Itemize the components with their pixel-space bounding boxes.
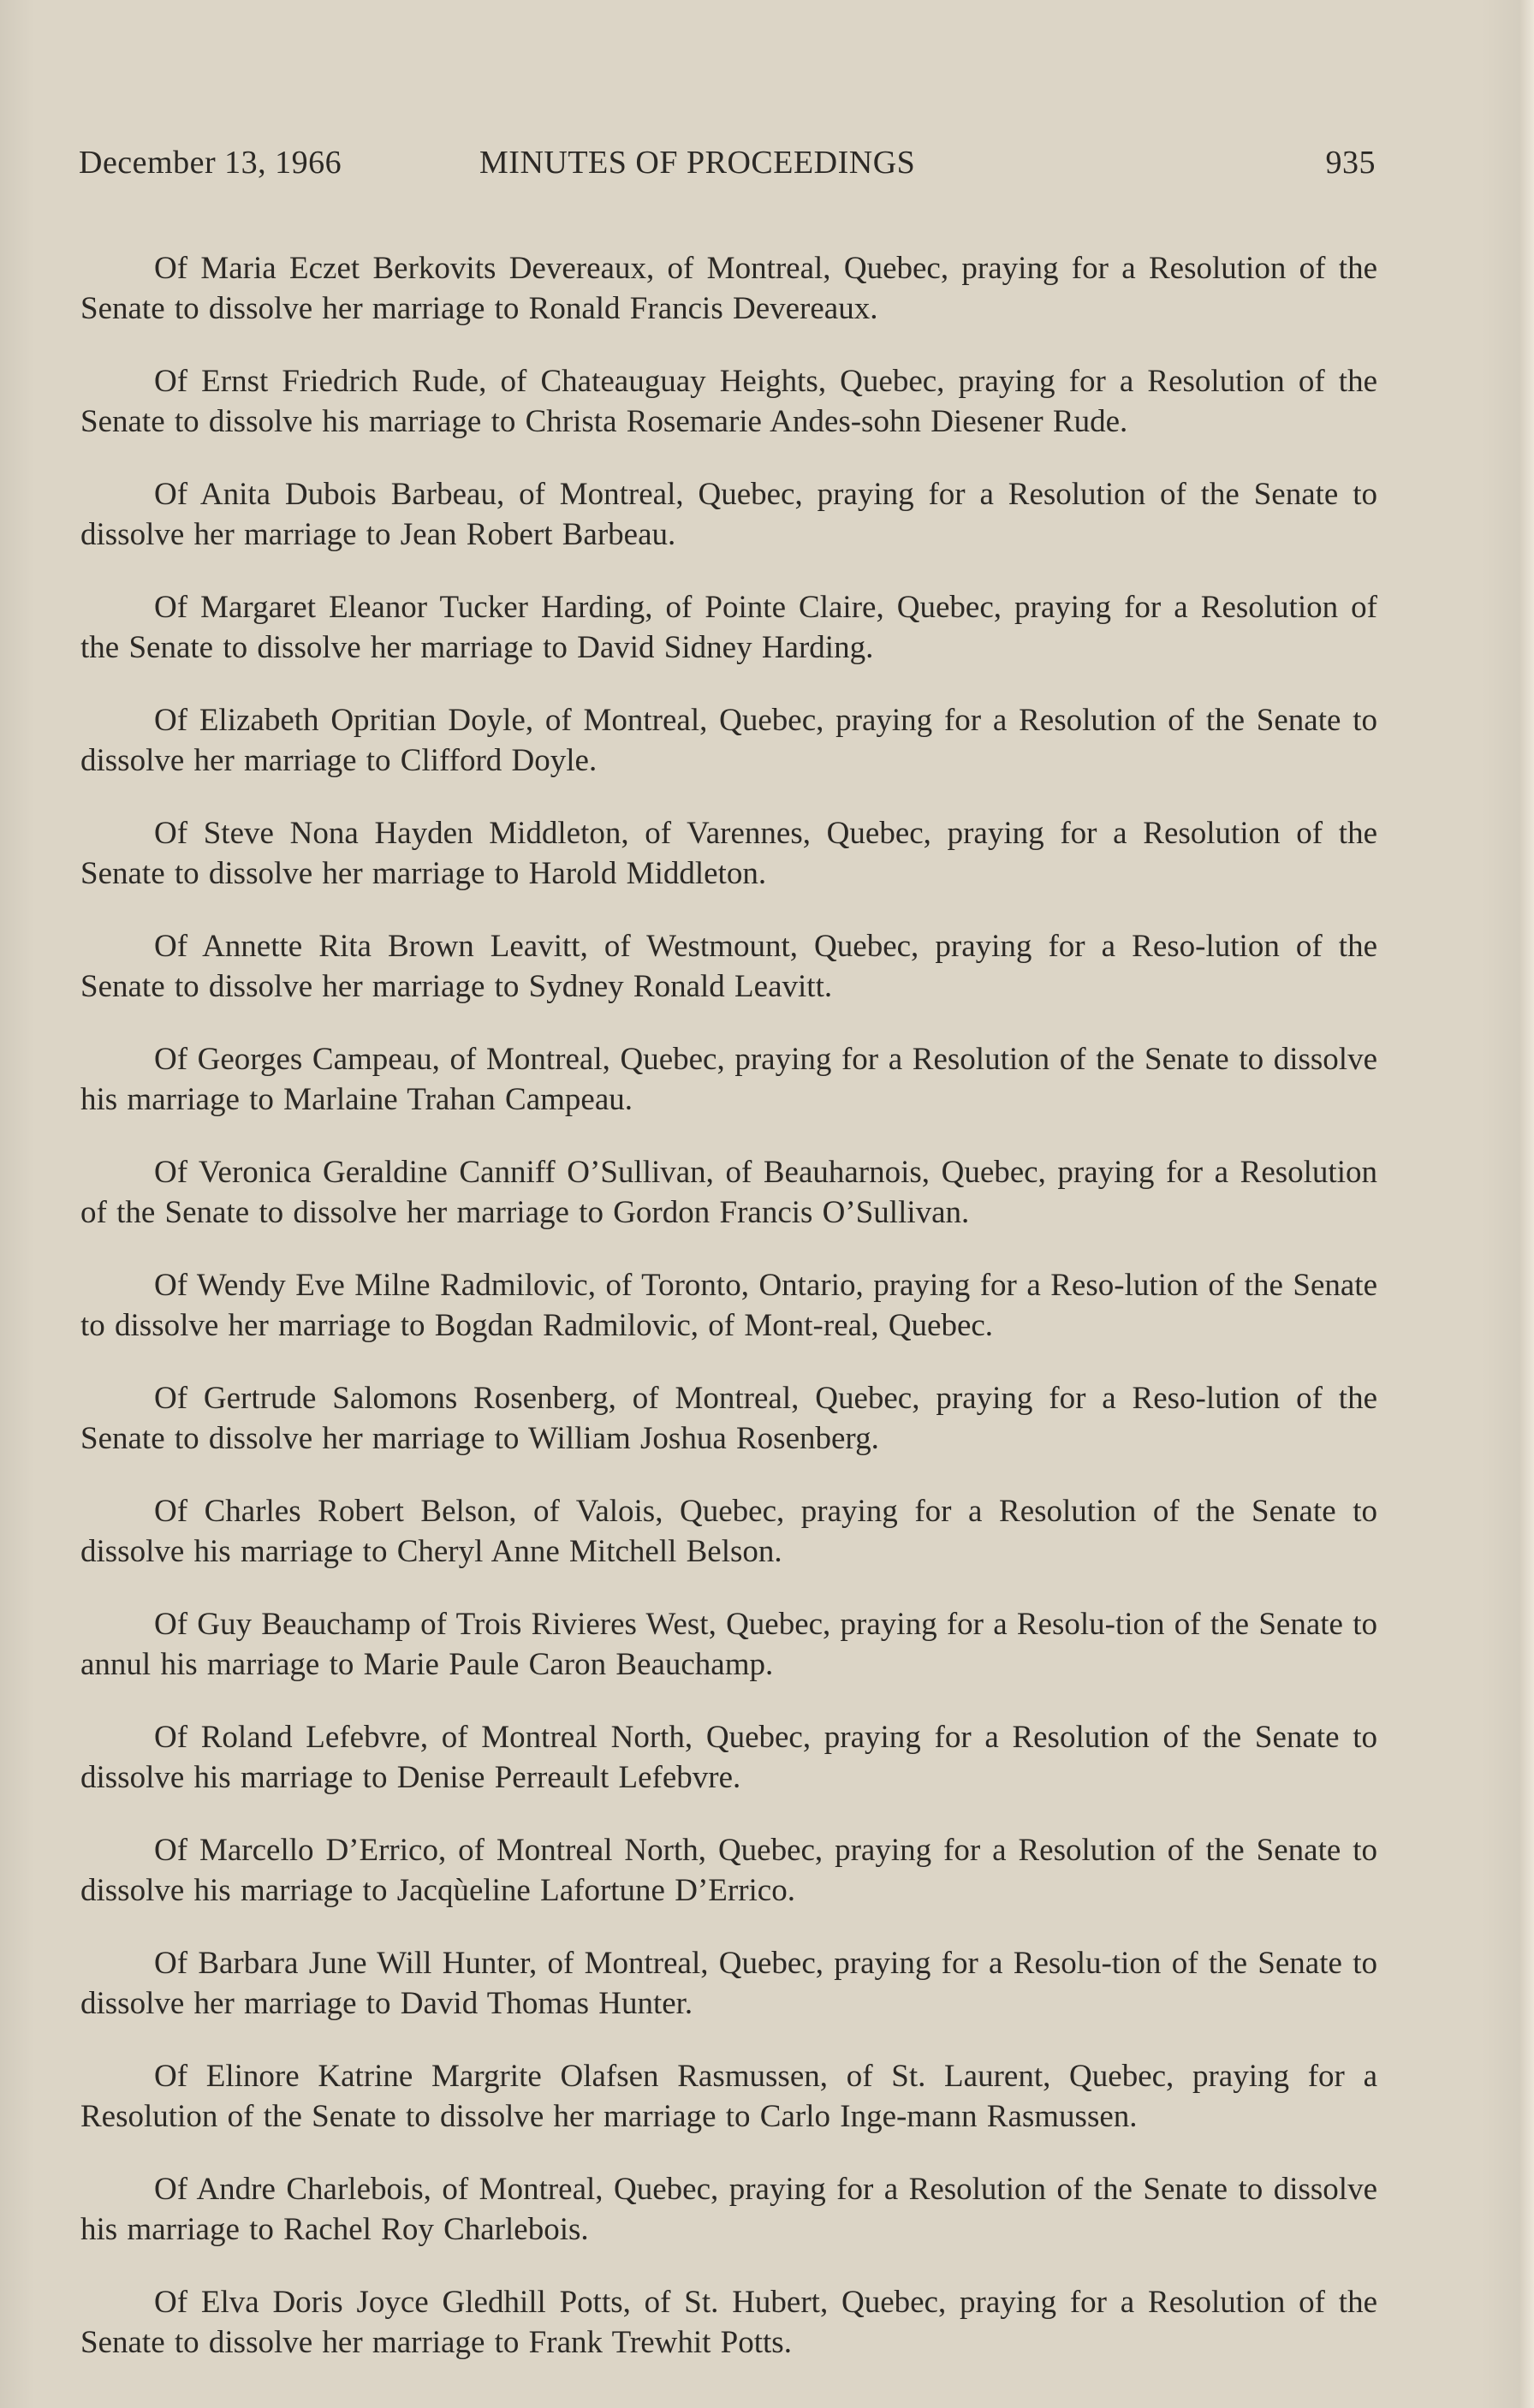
petition-entry: Of Wendy Eve Milne Radmilovic, of Toronto, Ontario, praying for a Reso-lution of the Senate to dissolve her marriage to Bogdan Radmilovic, of Mont-real, Quebec. (80, 1268, 1377, 1343)
petition-entry: Of Elva Doris Joyce Gledhill Potts, of St. Hubert, Quebec, praying for a Resolution of the Senate to dissolve her marriage to Frank Trewhit Potts. (80, 2285, 1377, 2360)
petition-entry: Of Roland Lefebvre, of Montreal North, Quebec, praying for a Resolution of the Senate to dissolve his marriage to Denise Perreault Lefebvre. (80, 1720, 1377, 1795)
petition-list (80, 248, 1377, 2395)
petition-entry: Of Veronica Geraldine Canniff O’Sullivan, of Beauharnois, Quebec, praying for a Resolution of the Senate to dissolve her marriage to Gordon Francis O’Sullivan. (80, 1155, 1377, 1230)
petition-entry: Of Steve Nona Hayden Middleton, of Varennes, Quebec, praying for a Resolution of the Senate to dissolve her marriage to Harold Middleton. (80, 816, 1377, 891)
petition-entry: Of Gertrude Salomons Rosenberg, of Montreal, Quebec, praying for a Reso-lution of the Senate to dissolve her marriage to William Joshua Rosenberg. (80, 1381, 1377, 1456)
petition-entry: Of Guy Beauchamp of Trois Rivieres West, Quebec, praying for a Resolu-tion of the Senate to annul his marriage to Marie Paule Caron Beauchamp. (80, 1607, 1377, 1682)
page-number: 935 (1325, 145, 1376, 181)
petition-entry: Of Charles Robert Belson, of Valois, Quebec, praying for a Resolution of the Senate to dissolve his marriage to Cheryl Anne Mitchell Belson. (80, 1494, 1377, 1569)
header-title: MINUTES OF PROCEEDINGS (479, 145, 916, 181)
running-header (79, 144, 1376, 187)
petition-entry: Of Andre Charlebois, of Montreal, Quebec, praying for a Resolution of the Senate to dissolve his marriage to Rachel Roy Charlebois. (80, 2172, 1377, 2247)
petition-entry: Of Elizabeth Opritian Doyle, of Montreal, Quebec, praying for a Resolution of the Senate to dissolve her marriage to Clifford Doyle. (80, 703, 1377, 778)
petition-entry: Of Georges Campeau, of Montreal, Quebec, praying for a Resolution of the Senate to dissolve his marriage to Marlaine Trahan Campeau. (80, 1042, 1377, 1117)
petition-entry: Of Maria Eczet Berkovits Devereaux, of Montreal, Quebec, praying for a Resolution of the Senate to dissolve her marriage to Ronald Francis Devereaux. (80, 251, 1377, 326)
header-date: December 13, 1966 (79, 145, 342, 181)
petition-entry: Of Elinore Katrine Margrite Olafsen Rasmussen, of St. Laurent, Quebec, praying for a Resolution of the Senate to dissolve her marriage to Carlo Inge-mann Rasmussen. (80, 2059, 1377, 2134)
petition-entry: Of Ernst Friedrich Rude, of Chateauguay Heights, Quebec, praying for a Resolution of the Senate to dissolve his marriage to Christa Rosemarie Andes-sohn Diesener Rude. (80, 364, 1377, 439)
page-edge (1520, 0, 1534, 2408)
petition-entry: Of Margaret Eleanor Tucker Harding, of Pointe Claire, Quebec, praying for a Resolution of the Senate to dissolve her marriage to David Sidney Harding. (80, 590, 1377, 665)
petition-entry: Of Anita Dubois Barbeau, of Montreal, Quebec, praying for a Resolution of the Senate to dissolve her marriage to Jean Robert Barbeau. (80, 477, 1377, 552)
petition-entry: Of Marcello D’Errico, of Montreal North, Quebec, praying for a Resolution of the Senate to dissolve his marriage to Jacqùeline Lafortune D’Errico. (80, 1833, 1377, 1908)
petition-entry: Of Barbara June Will Hunter, of Montreal, Quebec, praying for a Resolu-tion of the Senate to dissolve her marriage to David Thomas Hunter. (80, 1946, 1377, 2021)
petition-entry: Of Annette Rita Brown Leavitt, of Westmount, Quebec, praying for a Reso-lution of the Senate to dissolve her marriage to Sydney Ronald Leavitt. (80, 929, 1377, 1004)
